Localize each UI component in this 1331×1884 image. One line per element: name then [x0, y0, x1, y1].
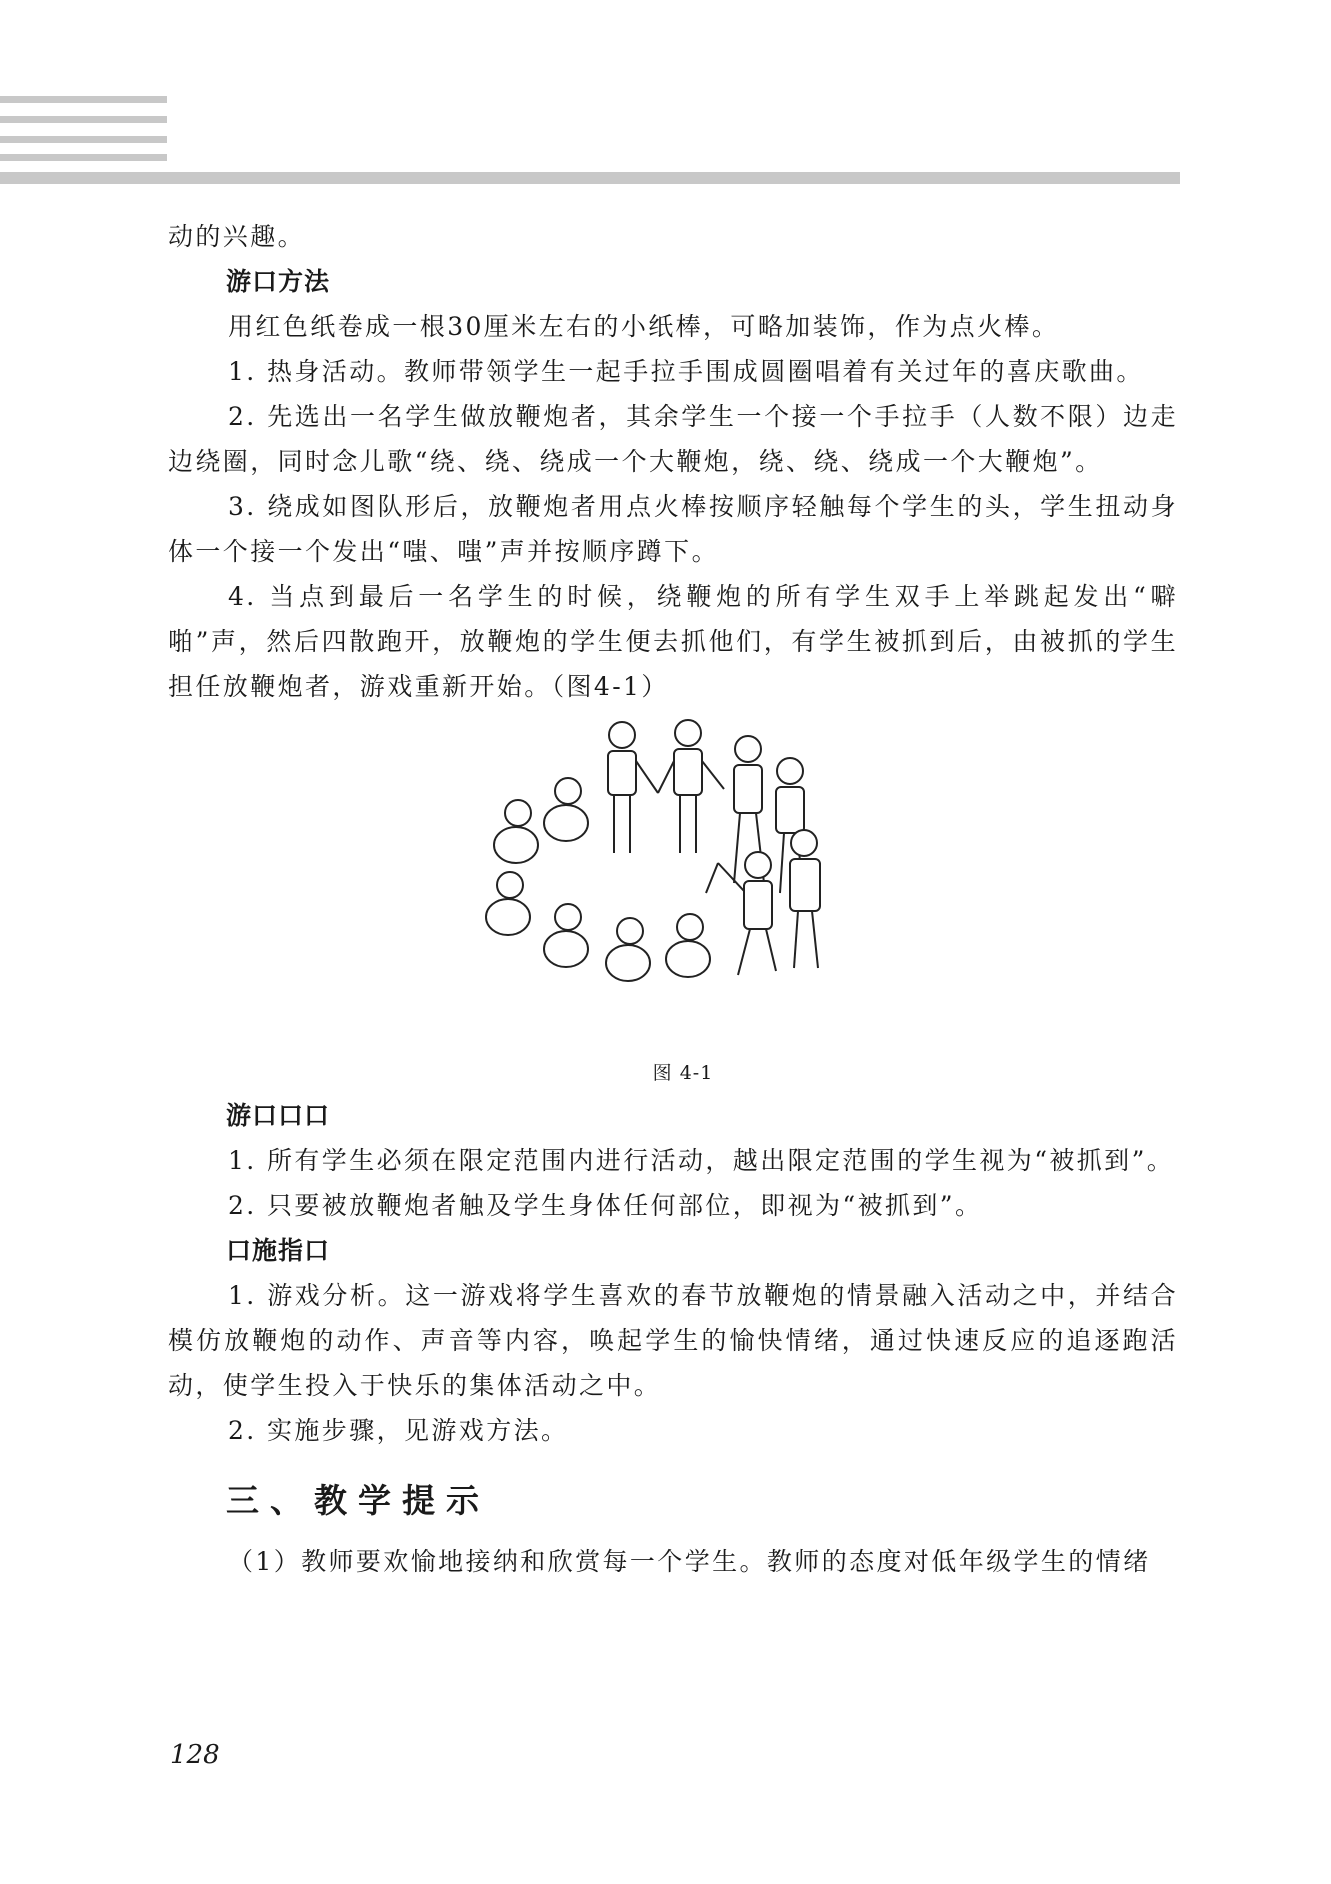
crouching-child-3 [486, 872, 530, 935]
figure-4-1 [168, 713, 1178, 1053]
method-intro: 用红色纸卷成一根30厘米左右的小纸棒，可略加装饰，作为点火棒。 [228, 312, 1060, 341]
crouching-child-6 [666, 914, 710, 977]
step-1: 1. 热身活动。教师带领学生一起手拉手围成圆圈唱着有关过年的喜庆歌曲。 [228, 357, 1144, 386]
implementation-heading: 口施指口 [226, 1236, 331, 1265]
method-heading: 游口方法 [226, 267, 331, 296]
crouching-child-5 [606, 918, 650, 981]
rule-2: 2. 只要被放鞭炮者触及学生身体任何部位，即视为“被抓到”。 [228, 1191, 983, 1220]
header-band [0, 172, 1180, 184]
continuation-text: 动的兴趣。 [168, 222, 306, 251]
children-circle-illustration [468, 713, 888, 1043]
step-2: 2. 先选出一名学生做放鞭炮者，其余学生一个接一个手拉手（人数不限）边走边绕圈，同时念儿歌“绕、绕、绕成一个大鞭炮，绕、绕、绕成一个大鞭炮”。 [168, 402, 1178, 476]
standing-child-5 [790, 830, 820, 968]
standing-child-2 [658, 720, 724, 853]
implementation-1: 1. 游戏分析。这一游戏将学生喜欢的春节放鞭炮的情景融入活动之中，并结合模仿放鞭炮的动作、声音等内容，唤起学生的愉快情绪，通过快速反应的追逐跑活动，使学生投入于快乐的集体活动之中。 [168, 1281, 1178, 1400]
section-title: 三、教学提示 [226, 1481, 490, 1520]
standing-child-6 [718, 852, 776, 975]
header-rule-3 [0, 136, 167, 143]
implementation-2: 2. 实施步骤，见游戏方法。 [228, 1416, 569, 1445]
crouching-child-1 [494, 800, 538, 863]
crouching-child-4 [544, 904, 588, 967]
standing-child-1 [608, 722, 658, 853]
page-body [168, 214, 1178, 1584]
rule-1: 1. 所有学生必须在限定范围内进行活动，越出限定范围的学生视为“被抓到”。 [228, 1146, 1175, 1175]
header-rule-1 [0, 96, 167, 103]
step-3: 3. 绕成如图队形后，放鞭炮者用点火棒按顺序轻触每个学生的头，学生扭动身体一个接一个发出“嗤、嗤”声并按顺序蹲下。 [168, 492, 1178, 566]
rules-heading: 游口口口 [226, 1101, 331, 1130]
page-number: 128 [170, 1740, 220, 1770]
header-rule-4 [0, 154, 167, 161]
header-rule-2 [0, 116, 167, 123]
step-4: 4. 当点到最后一名学生的时候，绕鞭炮的所有学生双手上举跳起发出“噼啪”声，然后四散跑开，放鞭炮的学生便去抓他们，有学生被抓到后，由被抓的学生担任放鞭炮者，游戏重新开始。（图4-1） [168, 582, 1178, 701]
crouching-child-2 [544, 778, 588, 841]
section-paragraph: （1）教师要欢愉地接纳和欣赏每一个学生。教师的态度对低年级学生的情绪 [228, 1547, 1151, 1576]
figure-caption: 图 4-1 [652, 1062, 714, 1084]
